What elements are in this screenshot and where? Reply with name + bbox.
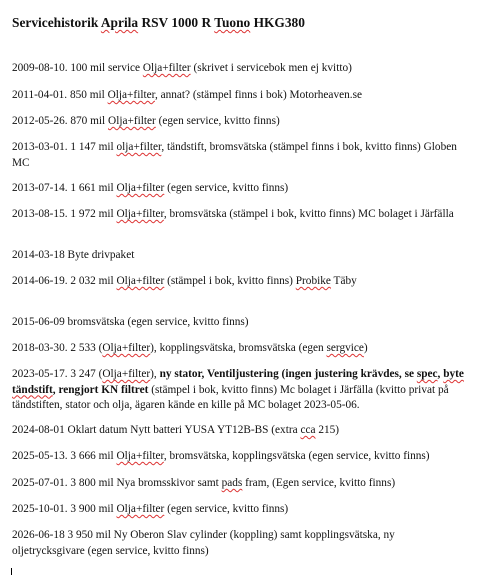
spellcheck-word: Olja+filter xyxy=(142,62,191,74)
entry-text: , xyxy=(437,368,444,380)
spellcheck-word: cca xyxy=(300,424,316,436)
spellcheck-word: olja+filter xyxy=(116,141,162,153)
service-entry xyxy=(12,61,464,77)
service-entry xyxy=(12,341,464,357)
spellcheck-word: byte tändstift xyxy=(12,368,464,396)
entry-text: (egen service, kvitto finns) xyxy=(164,503,289,515)
entry-text: Servicehistorik xyxy=(12,15,101,30)
entry-text: ), kopplingsvätska, bromsvätska (egen xyxy=(150,342,327,354)
spellcheck-word: Olja+filter xyxy=(102,342,151,354)
service-entry xyxy=(12,423,464,439)
entry-text: 2024-08-01 Oklart datum Nytt batteri YUSA YT12B-BS (extra xyxy=(12,424,301,436)
spellcheck-word: Tuono xyxy=(214,15,251,30)
entry-text: 2014-06-19. 2 032 mil xyxy=(12,275,117,287)
spellcheck-word: Olja+filter xyxy=(116,450,164,462)
service-entry xyxy=(12,476,464,492)
spellcheck-word: Olja+filter xyxy=(107,89,155,101)
entry-text: (egen service, kvitto finns) xyxy=(164,182,289,194)
entry-text: 2018-03-30. 2 533 ( xyxy=(12,342,103,354)
entry-text: 2013-07-14. 1 661 mil xyxy=(12,182,117,194)
entry-text: (egen service, kvitto finns) xyxy=(155,115,280,127)
entry-text: 2025-07-01. 3 800 mil Nya bromsskivor samt xyxy=(12,477,222,489)
spellcheck-word: Olja+filter xyxy=(116,208,164,220)
spellcheck-word: Olja+filter xyxy=(102,368,151,380)
entry-text: ), xyxy=(150,368,160,380)
spellcheck-word: sergvice xyxy=(326,342,364,354)
entry-text: (stämpel i bok, kvitto finns) Mc bolaget i Järfälla (kvitto privat på tändstiften, stator och olja, ägaren kände en kille på MC bolaget 2023-05-06. xyxy=(12,383,449,411)
service-entry xyxy=(12,181,464,197)
entry-text: HKG380 xyxy=(250,15,305,30)
entry-text: ) xyxy=(363,342,368,354)
spellcheck-word: Probike xyxy=(295,275,331,287)
spellcheck-word: Olja+filter xyxy=(116,503,165,515)
service-entry xyxy=(12,114,464,130)
entry-text: , rengjort KN filtret xyxy=(52,383,149,396)
service-entry xyxy=(12,207,464,223)
entry-text: 2013-08-15. 1 972 mil xyxy=(12,208,117,220)
entry-text: , tändstift, bromsvätska (stämpel finns i bok, kvitto finns) Globen MC xyxy=(12,141,457,169)
entry-text: Täby xyxy=(330,275,357,287)
document-title xyxy=(12,15,305,31)
service-entry xyxy=(12,274,464,290)
entry-text: 2011-04-01. 850 mil xyxy=(12,89,108,101)
entry-text: 215) xyxy=(315,424,340,436)
service-entry xyxy=(12,367,464,414)
entry-text: fram, (Egen service, kvitto finns) xyxy=(242,477,396,489)
spellcheck-word: spec xyxy=(416,368,438,380)
entry-text: , bromsvätska (stämpel i bok, kvitto finns) MC bolaget i Järfälla xyxy=(163,208,454,220)
entry-text: (skrivet i servicebok men ej kvitto) xyxy=(190,62,352,74)
entry-text: 2009-08-10. 100 mil service xyxy=(12,62,143,74)
entry-text: (stämpel i bok, kvitto finns) xyxy=(164,275,296,287)
service-entry xyxy=(12,502,464,518)
service-entry xyxy=(12,88,464,104)
service-entry xyxy=(12,140,464,171)
entry-text: , annat? (stämpel finns i bok) Motorheaven.se xyxy=(154,89,362,101)
service-entry xyxy=(12,248,464,264)
entry-text: ny stator, Ventiljustering (ingen justering krävdes, se xyxy=(159,368,417,380)
service-entry xyxy=(12,315,464,331)
service-entry xyxy=(12,528,464,559)
service-entry xyxy=(12,449,464,465)
entry-text: 2023-05-17. 3 247 ( xyxy=(12,368,103,380)
entry-text: 2013-03-01. 1 147 mil xyxy=(12,141,117,153)
entry-text: 2012-05-26. 870 mil xyxy=(12,115,109,127)
entry-text: 2015-06-09 bromsvätska (egen service, kvitto finns) xyxy=(12,316,249,328)
spellcheck-word: Olja+filter xyxy=(116,275,165,287)
entry-text: , bromsvätska, kopplingsvätska (egen service, kvitto finns) xyxy=(163,450,430,462)
entry-text: 2025-05-13. 3 666 mil xyxy=(12,450,117,462)
entry-text: 2026-06-18 3 950 mil Ny Oberon Slav cylinder (koppling) samt kopplingsvätska, ny oljetrycksgivare (egen service, kvitto finns) xyxy=(12,529,395,557)
entry-text: RSV 1000 R xyxy=(138,15,215,30)
entry-text: 2025-10-01. 3 900 mil xyxy=(12,503,117,515)
entry-text: 2014-03-18 Byte drivpaket xyxy=(12,249,135,261)
spellcheck-word: Aprila xyxy=(100,15,139,30)
spellcheck-word: pads xyxy=(221,477,243,489)
spellcheck-word: Olja+filter xyxy=(108,115,156,127)
text-cursor xyxy=(11,568,12,575)
spellcheck-word: Olja+filter xyxy=(116,182,165,194)
